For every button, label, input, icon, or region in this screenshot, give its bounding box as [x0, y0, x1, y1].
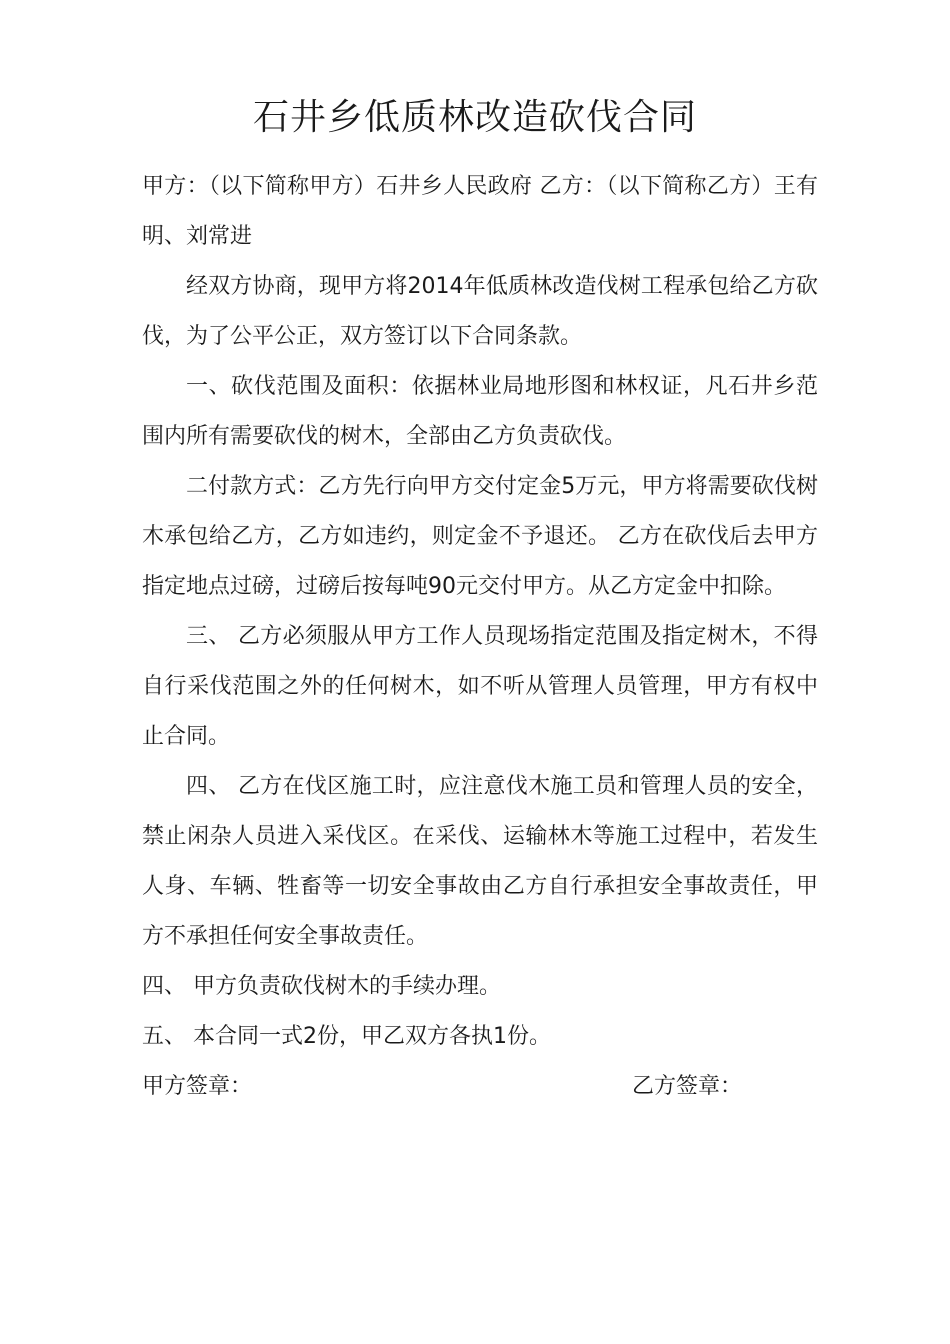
signature-row	[142, 1062, 818, 1112]
clause-compliance: 三、 乙方必须服从甲方工作人员现场指定范围及指定树木，不得自行采伐范围之外的任何树木，如不听从管理人员管理，甲方有权中止合同。	[142, 624, 818, 749]
clause-scope: 一、砍伐范围及面积：依据林业局地形图和林权证，凡石井乡范围内所有需要砍伐的树木，全部由乙方负责砍伐。	[142, 374, 818, 449]
clause-copies: 五、 本合同一式2份，甲乙双方各执1份。	[142, 1024, 551, 1049]
clause-procedures: 四、 甲方负责砍伐树木的手续办理。	[142, 974, 501, 999]
document-title: 石井乡低质林改造砍伐合同	[252, 97, 697, 138]
document-body	[142, 162, 818, 1112]
clause-payment: 二付款方式：乙方先行向甲方交付定金5万元，甲方将需要砍伐树木承包给乙方，乙方如违约，则定金不予退还。 乙方在砍伐后去甲方指定地点过磅，过磅后按每吨90元交付甲方。从乙方定金中扣除。	[142, 474, 818, 599]
party-b-signature-label: 乙方签章：	[632, 1074, 743, 1099]
party-a-signature-label: 甲方签章：	[142, 1074, 253, 1099]
parties-line: 甲方：（以下简称甲方）石井乡人民政府 乙方：（以下简称乙方）王有明、刘常进	[142, 174, 818, 249]
clause-safety: 四、 乙方在伐区施工时，应注意伐木施工员和管理人员的安全，禁止闲杂人员进入采伐区。在采伐、运输林木等施工过程中，若发生人身、车辆、牲畜等一切安全事故由乙方自行承担安全事故责任，甲方不承担任何安全事故责任。	[142, 774, 818, 949]
intro-paragraph: 经双方协商，现甲方将2014年低质林改造伐树工程承包给乙方砍伐，为了公平公正，双方签订以下合同条款。	[142, 274, 818, 349]
